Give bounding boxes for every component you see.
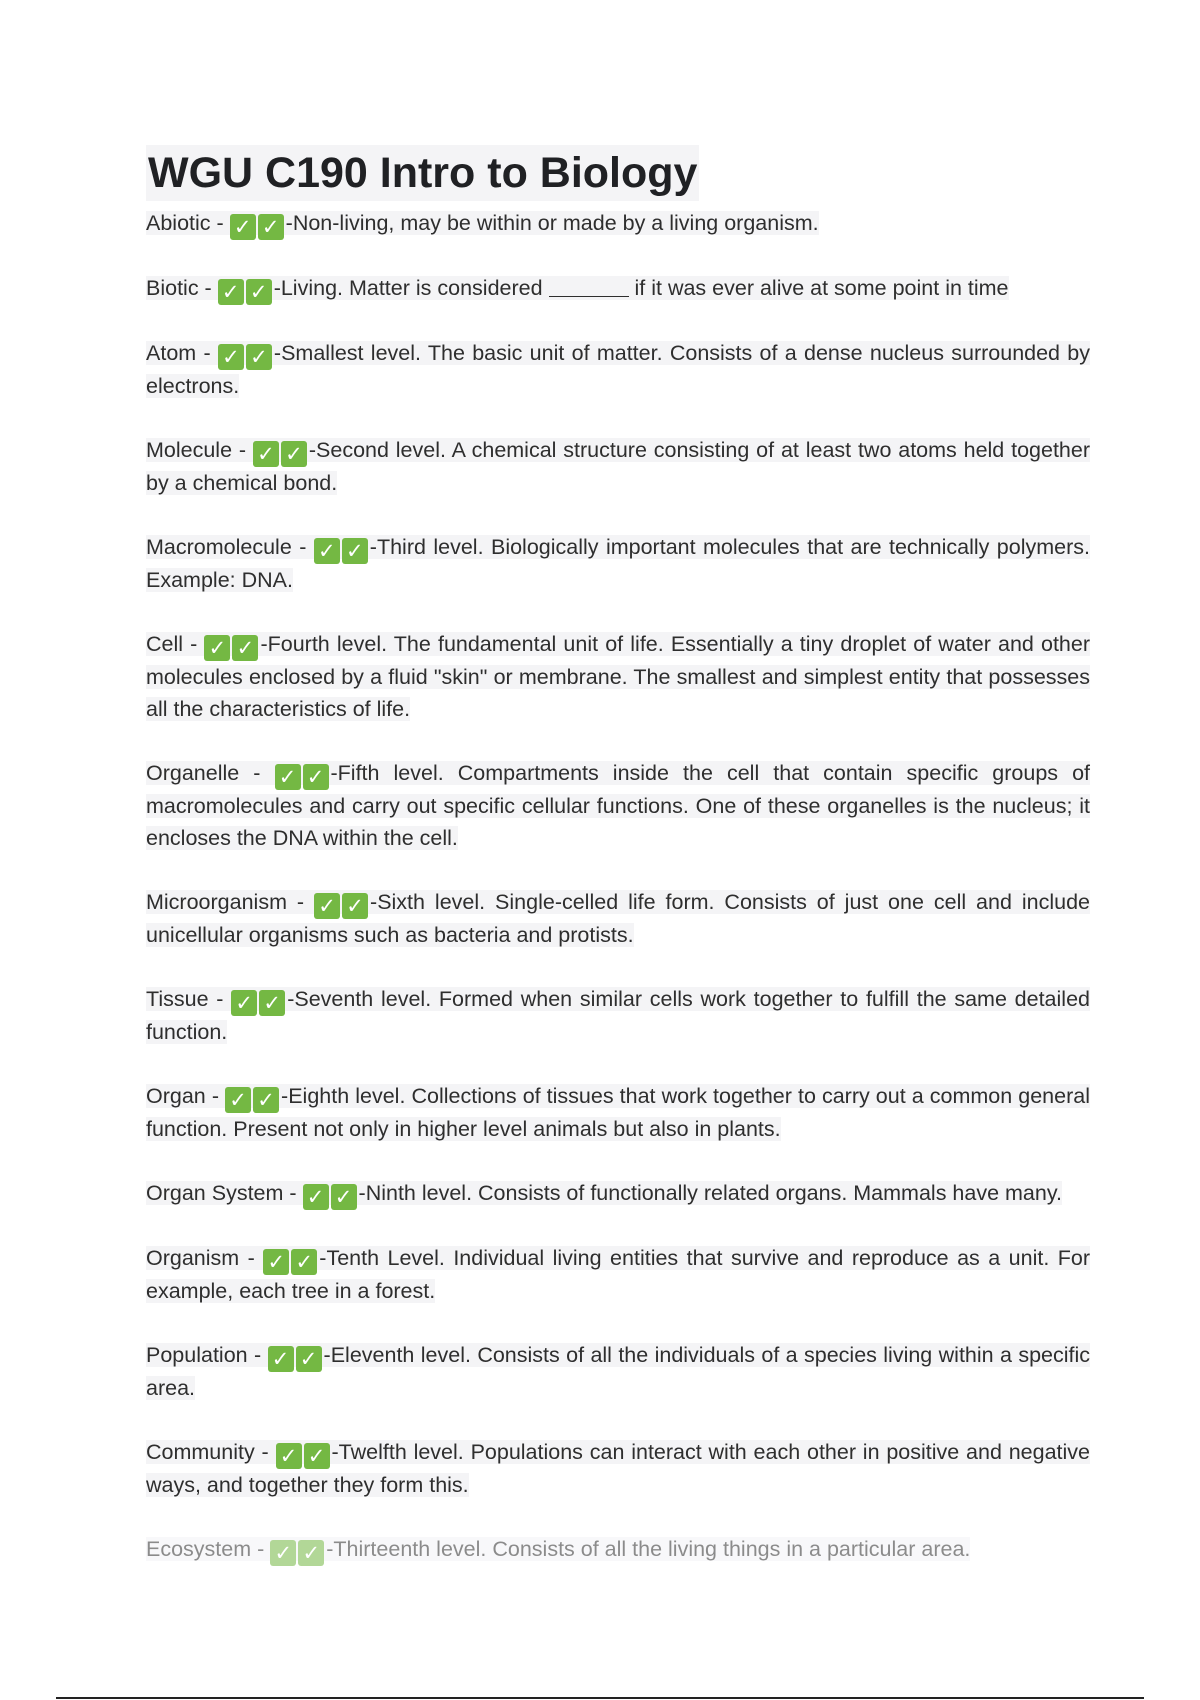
fill-in-blank	[549, 276, 629, 297]
entry-definition: -Fourth level. The fundamental unit of life. Essentially a tiny droplet of water and other molecules enclosed by a fluid "skin" or membrane. The smallest and simplest entity that possesses all the characteristics of life.	[146, 632, 1090, 721]
check-icon: ✓	[291, 1249, 317, 1275]
flashcard-entry: Cell - ✓ ✓ -Fourth level. The fundamental unit of life. Essentially a tiny droplet of water and other molecules enclosed by a fluid "skin" or membrane. The smallest and simplest entity that possesses all the characteristics of life.	[146, 632, 1090, 721]
entry-definition: -Fifth level. Compartments inside the cell that contain specific groups of macromolecules and carry out specific cellular functions. One of these organelles is the nucleus; it encloses the DNA within the cell.	[146, 761, 1091, 850]
check-icon: ✓	[268, 1346, 294, 1372]
check-icon: ✓	[253, 1087, 279, 1113]
double-check-icon	[268, 1343, 324, 1371]
entry-definition: -Second level. A chemical structure consisting of at least two atoms held together by a chemical bond.	[146, 438, 1090, 495]
entry-definition: -Eighth level. Collections of tissues that work together to carry out a common general function. Present not only in higher level animals but also in plants.	[146, 1084, 1090, 1141]
entry-definition-continued: if it was ever alive at some point in time	[628, 276, 1009, 300]
entry-definition: -Tenth Level. Individual living entities that survive and reproduce as a unit. For example, each tree in a forest.	[146, 1246, 1091, 1303]
entry-term: Molecule	[146, 438, 233, 462]
flashcard-entry-cut-off: Ecosystem - ✓ ✓ -Thirteenth level. Consists of all the living things in a particular area.	[146, 1537, 971, 1565]
entry-definition: -Sixth level. Single-celled life form. Consists of just one cell and include unicellular organisms such as bacteria and protists.	[146, 890, 1091, 947]
check-icon: ✓	[246, 344, 272, 370]
flashcard-entry: Molecule - ✓ ✓ -Second level. A chemical structure consisting of at least two atoms held together by a chemical bond.	[146, 438, 1090, 495]
document-title: WGU C190 Intro to Biology	[146, 145, 699, 201]
check-icon: ✓	[342, 893, 368, 919]
check-icon: ✓	[314, 538, 340, 564]
flashcard-entry: Abiotic - ✓ ✓ -Non-living, may be within or made by a living organism.	[146, 211, 819, 239]
entry-definition: -Twelfth level. Populations can interact with each other in positive and negative ways, and together they form this.	[146, 1440, 1090, 1497]
entry-definition: -Smallest level. The basic unit of matter. Consists of a dense nucleus surrounded by electrons.	[146, 341, 1091, 398]
check-icon: ✓	[342, 538, 368, 564]
page-bottom-rule	[56, 1697, 1144, 1699]
double-check-icon	[303, 1181, 359, 1209]
entry-term: Abiotic	[146, 211, 211, 235]
check-icon: ✓	[331, 1184, 357, 1210]
double-check-icon	[276, 1440, 332, 1468]
entry-term: Organism	[146, 1246, 240, 1270]
double-check-icon	[275, 761, 331, 789]
check-icon: ✓	[314, 893, 340, 919]
entry-term: Organ System	[146, 1181, 284, 1205]
check-icon: ✓	[258, 214, 284, 240]
entry-term: Community	[146, 1440, 255, 1464]
entry-term: Ecosystem	[146, 1537, 252, 1561]
flashcard-entry: Organ System - ✓ ✓ -Ninth level. Consists of functionally related organs. Mammals have many.	[146, 1181, 1062, 1209]
flashcard-entry: Organism - ✓ ✓ -Tenth Level. Individual living entities that survive and reproduce as a unit. For example, each tree in a forest.	[146, 1246, 1091, 1303]
check-icon: ✓	[230, 214, 256, 240]
check-icon: ✓	[218, 279, 244, 305]
entry-definition: -Ninth level. Consists of functionally related organs. Mammals have many.	[358, 1181, 1062, 1205]
entry-definition: -Seventh level. Formed when similar cells work together to fulfill the same detailed function.	[146, 987, 1090, 1044]
flashcard-entry: Population - ✓ ✓ -Eleventh level. Consists of all the individuals of a species living within a specific area.	[146, 1343, 1091, 1400]
entry-definition: -Third level. Biologically important molecules that are technically polymers. Example: DNA.	[146, 535, 1090, 592]
flashcard-entry: Tissue - ✓ ✓ -Seventh level. Formed when similar cells work together to fulfill the same detailed function.	[146, 987, 1090, 1044]
flashcard-entry: Atom - ✓ ✓ -Smallest level. The basic unit of matter. Consists of a dense nucleus surrounded by electrons.	[146, 341, 1091, 398]
entry-definition: -Thirteenth level. Consists of all the living things in a particular area.	[326, 1537, 971, 1561]
check-icon: ✓	[275, 764, 301, 790]
double-check-icon	[204, 632, 260, 660]
double-check-icon	[218, 276, 274, 304]
check-icon: ✓	[204, 635, 230, 661]
flashcard-entry: Biotic - ✓ ✓ -Living. Matter is considered if it was ever alive at some point in time	[146, 276, 1009, 304]
flashcard-entry: Organelle - ✓ ✓ -Fifth level. Compartments inside the cell that contain specific groups of macromolecules and carry out specific cellular functions. One of these organelles is the nucleus; it encloses the DNA within the cell.	[146, 761, 1091, 850]
document-page	[146, 145, 1090, 1579]
check-icon: ✓	[281, 441, 307, 467]
check-icon: ✓	[225, 1087, 251, 1113]
flashcard-entry: Organ - ✓ ✓ -Eighth level. Collections of tissues that work together to carry out a common general function. Present not only in higher level animals but also in plants.	[146, 1084, 1090, 1141]
check-icon: ✓	[218, 344, 244, 370]
check-icon: ✓	[304, 1443, 330, 1469]
check-icon: ✓	[232, 635, 258, 661]
entry-definition: -Living. Matter is considered	[273, 276, 549, 300]
double-check-icon	[225, 1084, 281, 1112]
double-check-icon	[270, 1537, 326, 1565]
flashcard-entry: Microorganism - ✓ ✓ -Sixth level. Single-celled life form. Consists of just one cell and include unicellular organisms such as bacteria and protists.	[146, 890, 1091, 947]
entry-term: Tissue	[146, 987, 209, 1011]
check-icon: ✓	[253, 441, 279, 467]
check-icon: ✓	[259, 990, 285, 1016]
double-check-icon	[314, 890, 370, 918]
entry-term: Organelle	[146, 761, 240, 785]
double-check-icon	[230, 211, 286, 239]
entry-definition: -Eleventh level. Consists of all the individuals of a species living within a specific area.	[146, 1343, 1091, 1400]
entry-term: Organ	[146, 1084, 206, 1108]
check-icon: ✓	[298, 1540, 324, 1566]
entry-term: Cell	[146, 632, 184, 656]
entry-term: Microorganism	[146, 890, 287, 914]
entry-definition: -Non-living, may be within or made by a living organism.	[285, 211, 819, 235]
check-icon: ✓	[263, 1249, 289, 1275]
entry-term: Population	[146, 1343, 248, 1367]
double-check-icon	[263, 1246, 319, 1274]
check-icon: ✓	[231, 990, 257, 1016]
flashcard-entry: Community - ✓ ✓ -Twelfth level. Populations can interact with each other in positive and negative ways, and together they form this.	[146, 1440, 1090, 1497]
flashcard-entry: Macromolecule - ✓ ✓ -Third level. Biologically important molecules that are technically polymers. Example: DNA.	[146, 535, 1090, 592]
entry-term: Biotic	[146, 276, 199, 300]
check-icon: ✓	[303, 1184, 329, 1210]
entry-term: Atom	[146, 341, 197, 365]
check-icon: ✓	[276, 1443, 302, 1469]
check-icon: ✓	[246, 279, 272, 305]
check-icon: ✓	[296, 1346, 322, 1372]
double-check-icon	[218, 341, 274, 369]
double-check-icon	[314, 535, 370, 563]
double-check-icon	[231, 987, 287, 1015]
check-icon: ✓	[270, 1540, 296, 1566]
check-icon: ✓	[303, 764, 329, 790]
entry-term: Macromolecule	[146, 535, 292, 559]
double-check-icon	[253, 438, 309, 466]
